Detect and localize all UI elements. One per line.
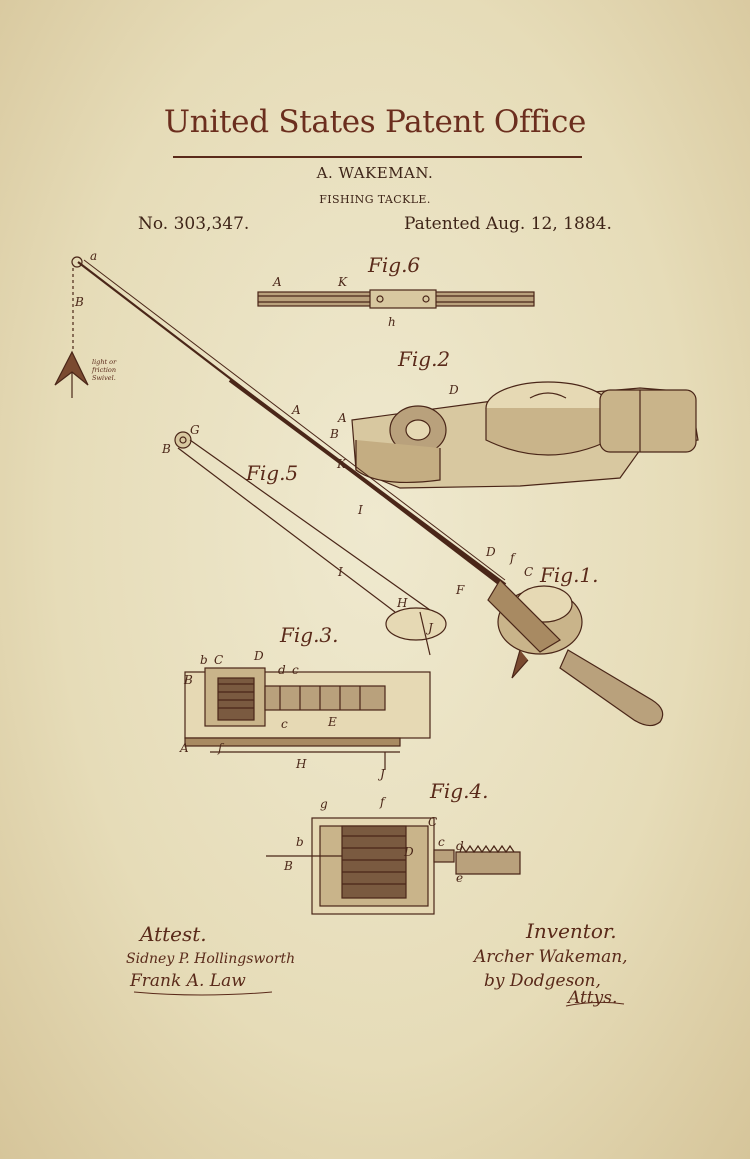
- svg-text:g: g: [320, 797, 328, 811]
- svg-text:J: J: [380, 767, 385, 781]
- svg-text:A: A: [338, 411, 347, 425]
- svg-text:B: B: [330, 427, 339, 441]
- svg-text:a: a: [90, 249, 98, 263]
- svg-text:H: H: [296, 757, 307, 771]
- attorney-abbreviation: Attys.: [568, 988, 618, 1008]
- svg-text:C: C: [428, 815, 438, 829]
- svg-text:B: B: [75, 295, 84, 309]
- attest-label: Attest.: [140, 922, 207, 946]
- svg-text:e: e: [456, 871, 464, 885]
- svg-text:b: b: [296, 835, 304, 849]
- inventor-name: A. WAKEMAN.: [316, 164, 434, 182]
- svg-text:d: d: [456, 839, 464, 853]
- svg-text:B: B: [184, 673, 193, 687]
- figure-6-label: Fig.6: [368, 253, 421, 277]
- svg-text:c: c: [438, 835, 445, 849]
- figure-1-label: Fig.1.: [540, 563, 599, 587]
- svg-text:f: f: [380, 795, 385, 809]
- figure-4-label: Fig.4.: [430, 779, 489, 803]
- svg-text:E: E: [328, 715, 337, 729]
- svg-text:I: I: [338, 565, 343, 579]
- svg-text:D: D: [254, 649, 264, 663]
- attorney-signature: by Dodgeson,: [484, 971, 601, 991]
- svg-text:C: C: [524, 565, 534, 579]
- svg-text:H: H: [397, 596, 408, 610]
- fly-note-line-1: light or: [92, 358, 117, 366]
- witness-signature-2: Frank A. Law: [130, 971, 246, 991]
- figure-2-drawing: [352, 382, 698, 488]
- svg-text:b: b: [200, 653, 208, 667]
- figure-1-drawing: [55, 257, 663, 726]
- svg-text:C: C: [214, 653, 224, 667]
- svg-text:D: D: [404, 845, 414, 859]
- page-title: United States Patent Office: [163, 104, 587, 140]
- svg-text:A: A: [292, 403, 301, 417]
- witness-signature-1: Sidney P. Hollingsworth: [126, 951, 296, 967]
- figure-5-label: Fig.5: [246, 461, 299, 485]
- fly-note-line-3: Swivel.: [92, 374, 116, 382]
- inventor-signature: Archer Wakeman,: [474, 947, 628, 967]
- svg-text:G: G: [190, 423, 200, 437]
- svg-text:c: c: [292, 663, 299, 677]
- figure-6-drawing: [258, 290, 534, 308]
- svg-text:J: J: [428, 621, 433, 635]
- figure-4-drawing: [266, 818, 520, 914]
- witness-flourish: [134, 992, 272, 995]
- svg-text:D: D: [449, 383, 459, 397]
- svg-text:c: c: [281, 717, 288, 731]
- patent-date: Patented Aug. 12, 1884.: [404, 214, 612, 234]
- svg-text:d: d: [278, 663, 286, 677]
- svg-text:f: f: [218, 741, 223, 755]
- svg-text:A: A: [180, 741, 189, 755]
- svg-text:B: B: [162, 442, 171, 456]
- patent-subject: FISHING TACKLE.: [319, 193, 431, 206]
- figure-3-label: Fig.3.: [280, 623, 339, 647]
- svg-text:K: K: [337, 457, 346, 471]
- patent-number: No. 303,347.: [138, 214, 250, 234]
- inventor-label: Inventor.: [526, 919, 617, 943]
- svg-text:f: f: [510, 551, 515, 565]
- figure-2-label: Fig.2: [398, 347, 451, 371]
- svg-text:D: D: [486, 545, 496, 559]
- svg-text:B: B: [284, 859, 293, 873]
- svg-text:A: A: [273, 275, 282, 289]
- svg-text:h: h: [388, 315, 396, 329]
- fly-note-line-2: friction: [92, 366, 117, 374]
- svg-text:F: F: [456, 583, 465, 597]
- svg-text:K: K: [338, 275, 347, 289]
- svg-text:I: I: [358, 503, 363, 517]
